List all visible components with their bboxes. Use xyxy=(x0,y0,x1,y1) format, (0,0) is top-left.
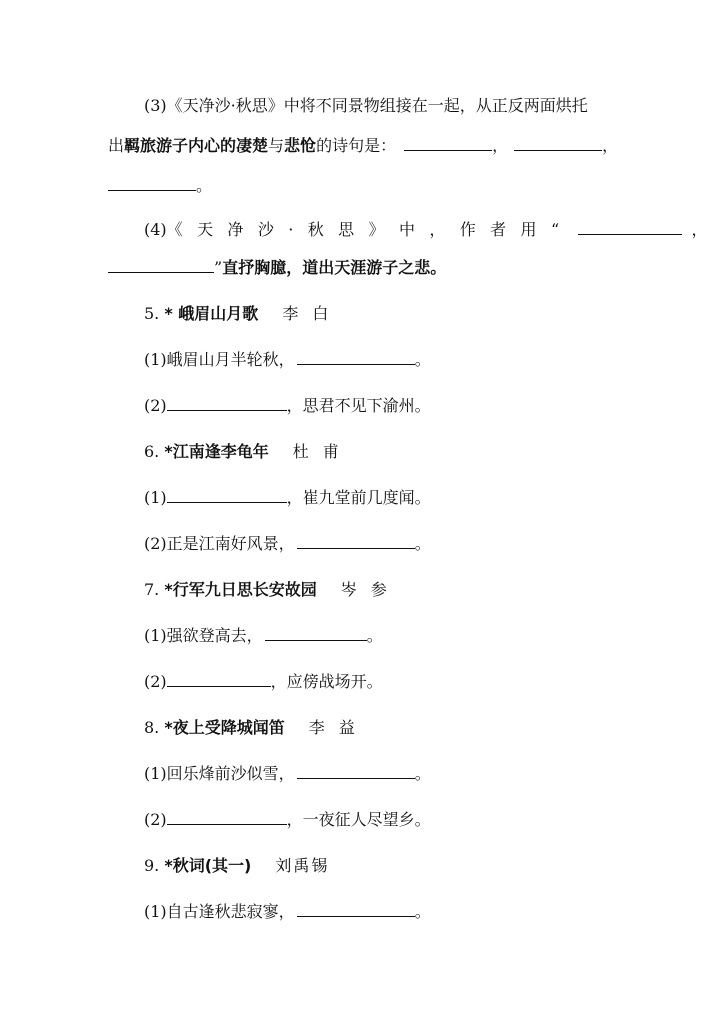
q4-bold-text: 直抒胸臆，道出天涯游子之悲。 xyxy=(222,258,447,277)
line-number: (2) xyxy=(144,534,167,553)
answer-blank[interactable] xyxy=(578,220,682,235)
line-number: (2) xyxy=(144,396,167,415)
q3-text-b: 与 xyxy=(268,136,285,155)
section-number: 8. xyxy=(144,718,160,737)
q3-bold-a: 羁旅游子内心的凄楚 xyxy=(124,136,269,155)
line-number: (1) xyxy=(144,488,167,507)
line-text: ，崔九堂前几度闻。 xyxy=(286,488,431,507)
poem-title: *行军九日思长安故园 xyxy=(164,580,317,599)
q3-comma: ， xyxy=(492,136,509,155)
line-text: ，一夜征人尽望乡。 xyxy=(286,810,431,829)
fill-line xyxy=(144,902,431,922)
q4-quote: ” xyxy=(214,258,223,277)
section-number: 7. xyxy=(144,580,160,599)
line-text: 正是江南好风景， xyxy=(166,534,295,553)
answer-blank[interactable] xyxy=(167,396,287,411)
fill-line xyxy=(144,764,431,784)
line-text: ，应傍战场开。 xyxy=(270,672,383,691)
q3-text-c: 的诗句是： xyxy=(316,136,397,155)
fill-line xyxy=(144,350,431,370)
fill-line xyxy=(144,810,431,830)
fill-line xyxy=(144,626,383,646)
line-text: 。 xyxy=(414,534,431,553)
q3-title: 《天净沙·秋思》 xyxy=(166,96,284,115)
line-text: 。 xyxy=(414,350,431,369)
q4-text: 《天净沙·秋思》中，作者用“ xyxy=(166,220,574,239)
line-number: (1) xyxy=(144,350,167,369)
q3-period: 。 xyxy=(196,176,213,195)
q3-text: 中将不同景物组接在一起，从正反两面烘托 xyxy=(283,96,588,115)
poem-title: *秋词(其一) xyxy=(164,856,252,875)
section-heading xyxy=(144,580,401,600)
answer-blank[interactable] xyxy=(297,350,415,365)
answer-blank[interactable] xyxy=(167,488,287,503)
fill-line xyxy=(144,488,431,508)
poem-title: *江南逢李龟年 xyxy=(164,442,269,461)
poem-author: 岑参 xyxy=(340,580,401,599)
line-number: (2) xyxy=(144,810,167,829)
poem-author: 李益 xyxy=(308,718,369,737)
q3-number: (3) xyxy=(144,96,167,115)
section-number: 6. xyxy=(144,442,160,461)
q4-number: (4) xyxy=(144,220,167,239)
line-text: 。 xyxy=(414,764,431,783)
answer-blank[interactable] xyxy=(514,136,602,151)
q4-line2 xyxy=(108,258,446,278)
section-number: 9. xyxy=(144,856,160,875)
poem-title: * 峨眉山月歌 xyxy=(164,304,259,323)
fill-line xyxy=(144,534,431,554)
answer-blank[interactable] xyxy=(297,534,415,549)
q3-line3 xyxy=(108,176,212,196)
answer-blank[interactable] xyxy=(108,258,214,273)
poem-author: 刘禹锡 xyxy=(275,856,330,875)
q4-comma: ， xyxy=(691,220,708,239)
line-number: (2) xyxy=(144,672,167,691)
line-number: (1) xyxy=(144,902,167,921)
line-number: (1) xyxy=(144,626,167,645)
answer-blank[interactable] xyxy=(167,810,287,825)
section-heading xyxy=(144,856,329,876)
section-heading xyxy=(144,718,369,738)
poem-author: 李白 xyxy=(282,304,343,323)
section-heading xyxy=(144,442,353,462)
line-text: 回乐烽前沙似雪， xyxy=(166,764,295,783)
line-text: ，思君不见下渝州。 xyxy=(286,396,431,415)
q3-bold-b: 悲怆 xyxy=(284,136,317,155)
q3-line1 xyxy=(144,96,588,116)
line-text: 。 xyxy=(414,902,431,921)
q3-text-a: 出 xyxy=(108,136,125,155)
q4-line1 xyxy=(144,220,708,240)
section-heading xyxy=(144,304,342,324)
answer-blank[interactable] xyxy=(404,136,492,151)
q3-line2 xyxy=(108,136,618,156)
answer-blank[interactable] xyxy=(297,902,415,917)
answer-blank[interactable] xyxy=(265,626,367,641)
answer-blank[interactable] xyxy=(167,672,271,687)
section-number: 5. xyxy=(144,304,160,323)
line-number: (1) xyxy=(144,764,167,783)
line-text: 强欲登高去， xyxy=(166,626,263,645)
answer-blank[interactable] xyxy=(108,176,196,191)
line-text: 自古逢秋悲寂寥， xyxy=(166,902,295,921)
line-text: 。 xyxy=(366,626,383,645)
fill-line xyxy=(144,396,431,416)
q3-comma: ， xyxy=(602,136,619,155)
fill-line xyxy=(144,672,383,692)
answer-blank[interactable] xyxy=(297,764,415,779)
poem-title: *夜上受降城闻笛 xyxy=(164,718,285,737)
line-text: 峨眉山月半轮秋， xyxy=(166,350,295,369)
poem-author: 杜甫 xyxy=(292,442,353,461)
